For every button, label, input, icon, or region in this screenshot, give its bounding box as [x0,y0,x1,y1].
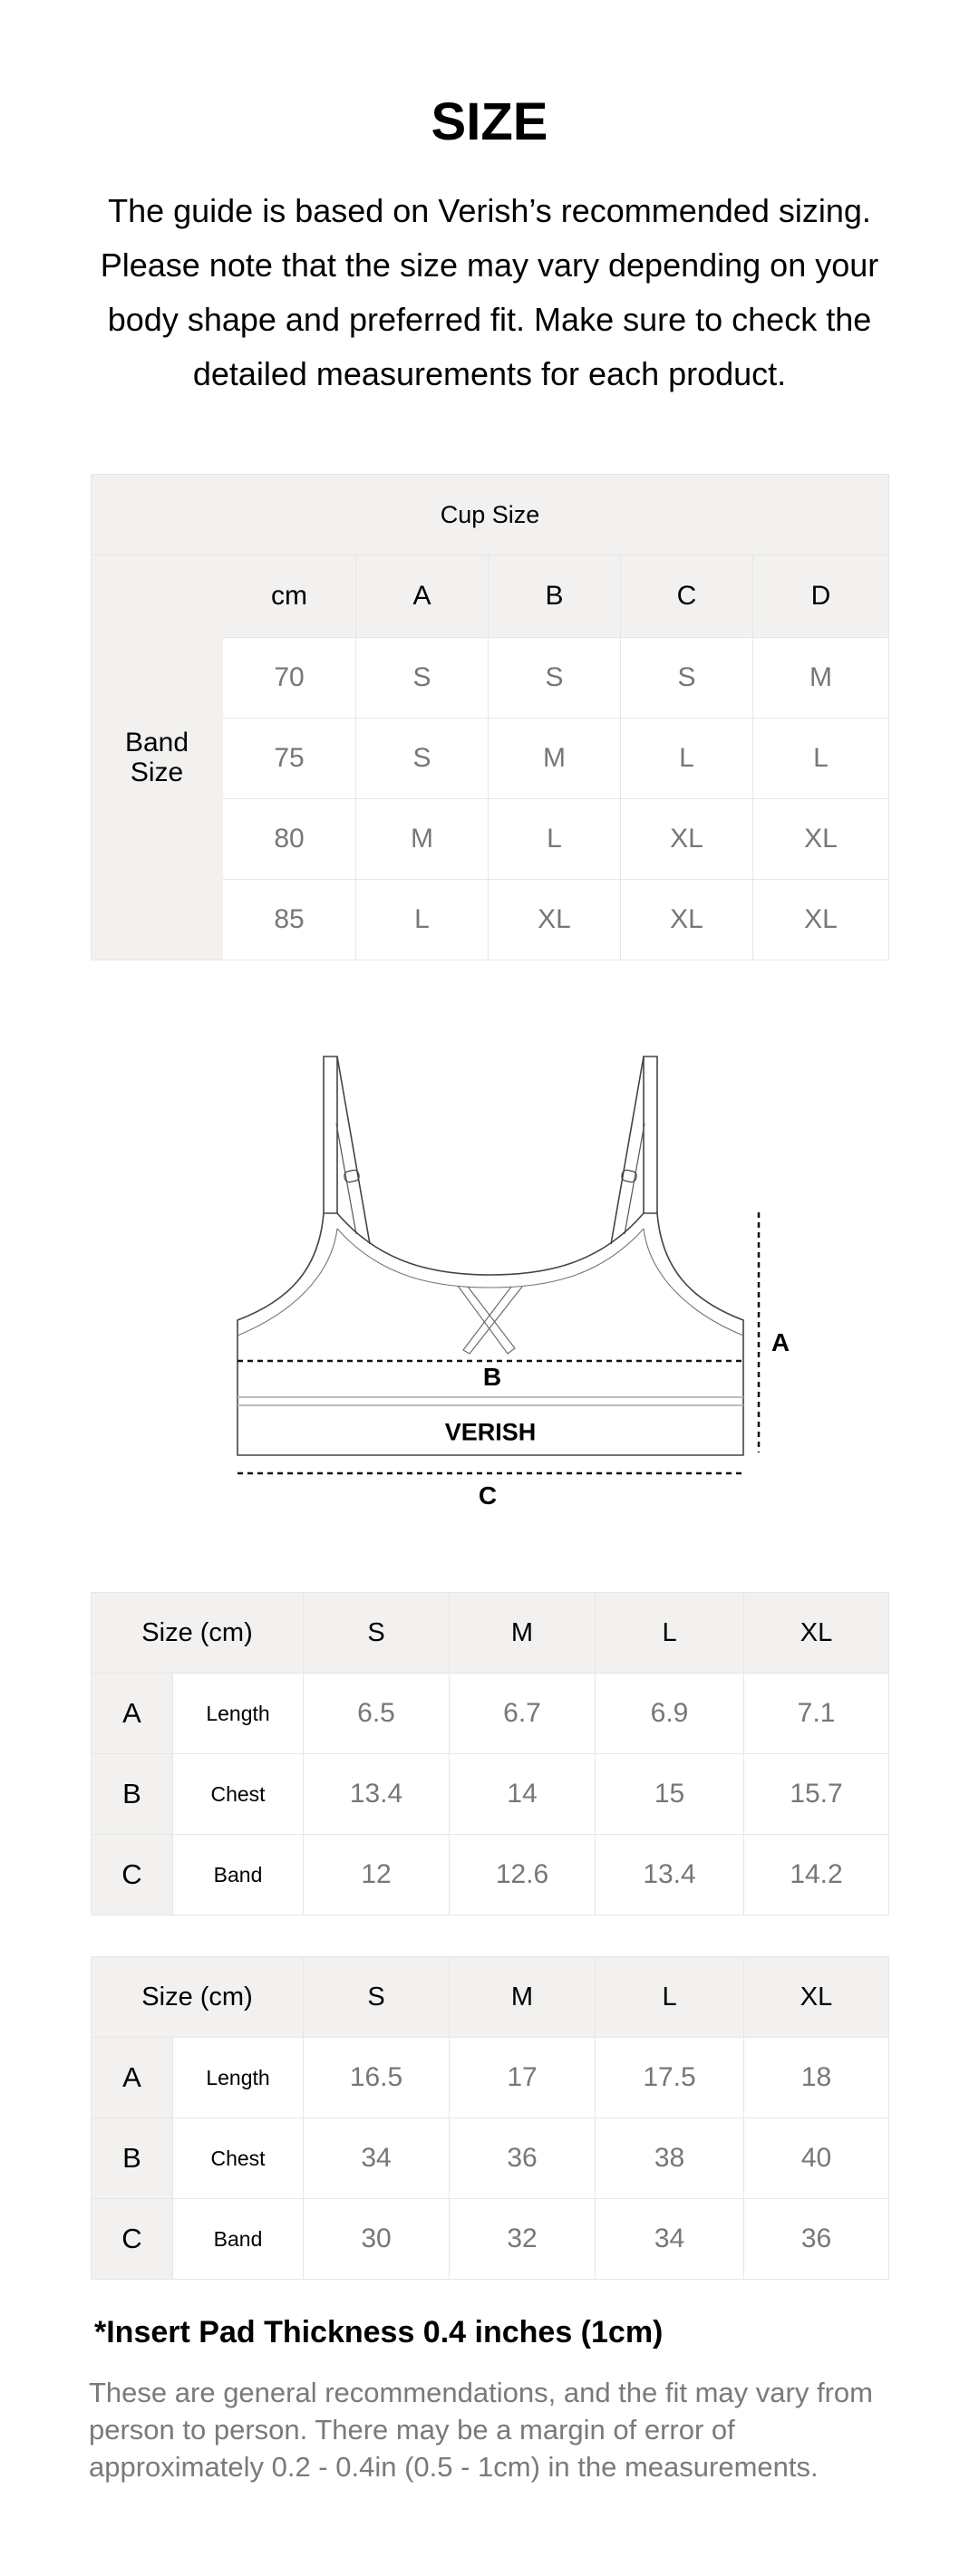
left-strap [324,1056,337,1213]
size-header: M [450,1957,596,2038]
table-row [92,1754,889,1835]
measure-value: 6.7 [450,1674,596,1754]
measure-value: 15.7 [744,1754,889,1835]
measure-value: 36 [744,2199,889,2280]
size-header: XL [744,1593,889,1674]
intro-text [82,184,897,401]
cup-size-caption: Cup Size [92,475,889,555]
measure-key: B [92,2118,173,2199]
table-row [92,2038,889,2118]
size-cell: XL [621,880,753,960]
size-header: XL [744,1957,889,2038]
size-cell: L [356,880,489,960]
size-cell: S [489,638,621,719]
size-header: L [596,1593,744,1674]
intro-line: body shape and preferred fit. Make sure to check the [107,301,872,338]
measure-key: A [92,1674,173,1754]
measure-key: C [92,2199,173,2280]
size-cell: L [489,799,621,880]
size-cell: M [489,719,621,799]
measure-key: B [92,1754,173,1835]
measure-value: 14.2 [744,1835,889,1915]
cup-header: D [753,555,889,638]
band-size-text: Band Size [124,728,189,787]
measure-label: Length [173,1674,304,1754]
cup-header: A [356,555,489,638]
measurement-table [91,1592,889,1915]
unit-header: cm [223,555,356,638]
cross-strap-right [463,1287,522,1354]
intro-line: The guide is based on Verish’s recommended sizing. [108,192,871,229]
measure-label-a: A [771,1328,790,1356]
measure-label: Chest [173,1754,304,1835]
measure-value: 12 [304,1835,450,1915]
measure-label: Band [173,2199,304,2280]
band-size-label [92,555,223,960]
table-row [92,1835,889,1915]
measure-label: Chest [173,2118,304,2199]
measure-value: 34 [596,2199,744,2280]
left-strap-buckle [344,1169,360,1182]
measure-value: 34 [304,2118,450,2199]
size-unit-header: Size (cm) [92,1593,304,1674]
measure-value: 40 [744,2118,889,2199]
brand-label: VERISH [444,1418,537,1446]
disclaimer-text [89,2374,905,2485]
size-header: M [450,1593,596,1674]
cup-size-table [91,474,889,960]
measure-label: Band [173,1835,304,1915]
size-cell: S [356,719,489,799]
size-cell: M [356,799,489,880]
cup-header: C [621,555,753,638]
measure-value: 30 [304,2199,450,2280]
cross-strap-left [458,1286,515,1354]
band-value: 85 [223,880,356,960]
band-value: 75 [223,719,356,799]
measure-value: 38 [596,2118,744,2199]
measure-value: 36 [450,2118,596,2199]
measure-value: 14 [450,1754,596,1835]
table-row [92,1674,889,1754]
right-strap [644,1056,657,1213]
disclaimer-line: These are general recommendations, and the fit may vary from [89,2377,873,2408]
measure-value: 18 [744,2038,889,2118]
size-cell: XL [753,799,889,880]
measure-label-c: C [478,1481,498,1510]
size-unit-header: Size (cm) [92,1957,304,2038]
measure-value: 16.5 [304,2038,450,2118]
size-cell: M [753,638,889,719]
measure-value: 17.5 [596,2038,744,2118]
page-title: SIZE [431,92,548,151]
disclaimer-line: approximately 0.2 - 0.4in (0.5 - 1cm) in the measurements. [89,2451,819,2483]
measure-value: 6.5 [304,1674,450,1754]
size-cell: XL [753,880,889,960]
size-header: L [596,1957,744,2038]
disclaimer-line: person to person. There may be a margin of error of [89,2414,735,2446]
size-header: S [304,1957,450,2038]
measure-value: 15 [596,1754,744,1835]
size-cell: L [753,719,889,799]
right-strap-buckle [621,1169,637,1182]
table-row [92,2118,889,2199]
measure-key: A [92,2038,173,2118]
measure-label-b: B [482,1363,502,1391]
size-cell: XL [489,880,621,960]
size-cell: S [356,638,489,719]
intro-line: detailed measurements for each product. [192,355,787,392]
measure-value: 17 [450,2038,596,2118]
size-header: S [304,1593,450,1674]
measure-value: 13.4 [596,1835,744,1915]
measure-value: 6.9 [596,1674,744,1754]
measure-value: 13.4 [304,1754,450,1835]
size-cell: S [621,638,753,719]
intro-line: Please note that the size may vary depending on your [100,246,879,284]
measure-value: 7.1 [744,1674,889,1754]
measure-value: 12.6 [450,1835,596,1915]
band-value: 70 [223,638,356,719]
pad-thickness-note: *Insert Pad Thickness 0.4 inches (1cm) [94,2315,664,2349]
cup-header: B [489,555,621,638]
size-cell: L [621,719,753,799]
band-value: 80 [223,799,356,880]
measure-value: 32 [450,2199,596,2280]
table-row [92,2199,889,2280]
size-cell: XL [621,799,753,880]
measurement-table [91,1956,889,2280]
measure-key: C [92,1835,173,1915]
measure-label: Length [173,2038,304,2118]
